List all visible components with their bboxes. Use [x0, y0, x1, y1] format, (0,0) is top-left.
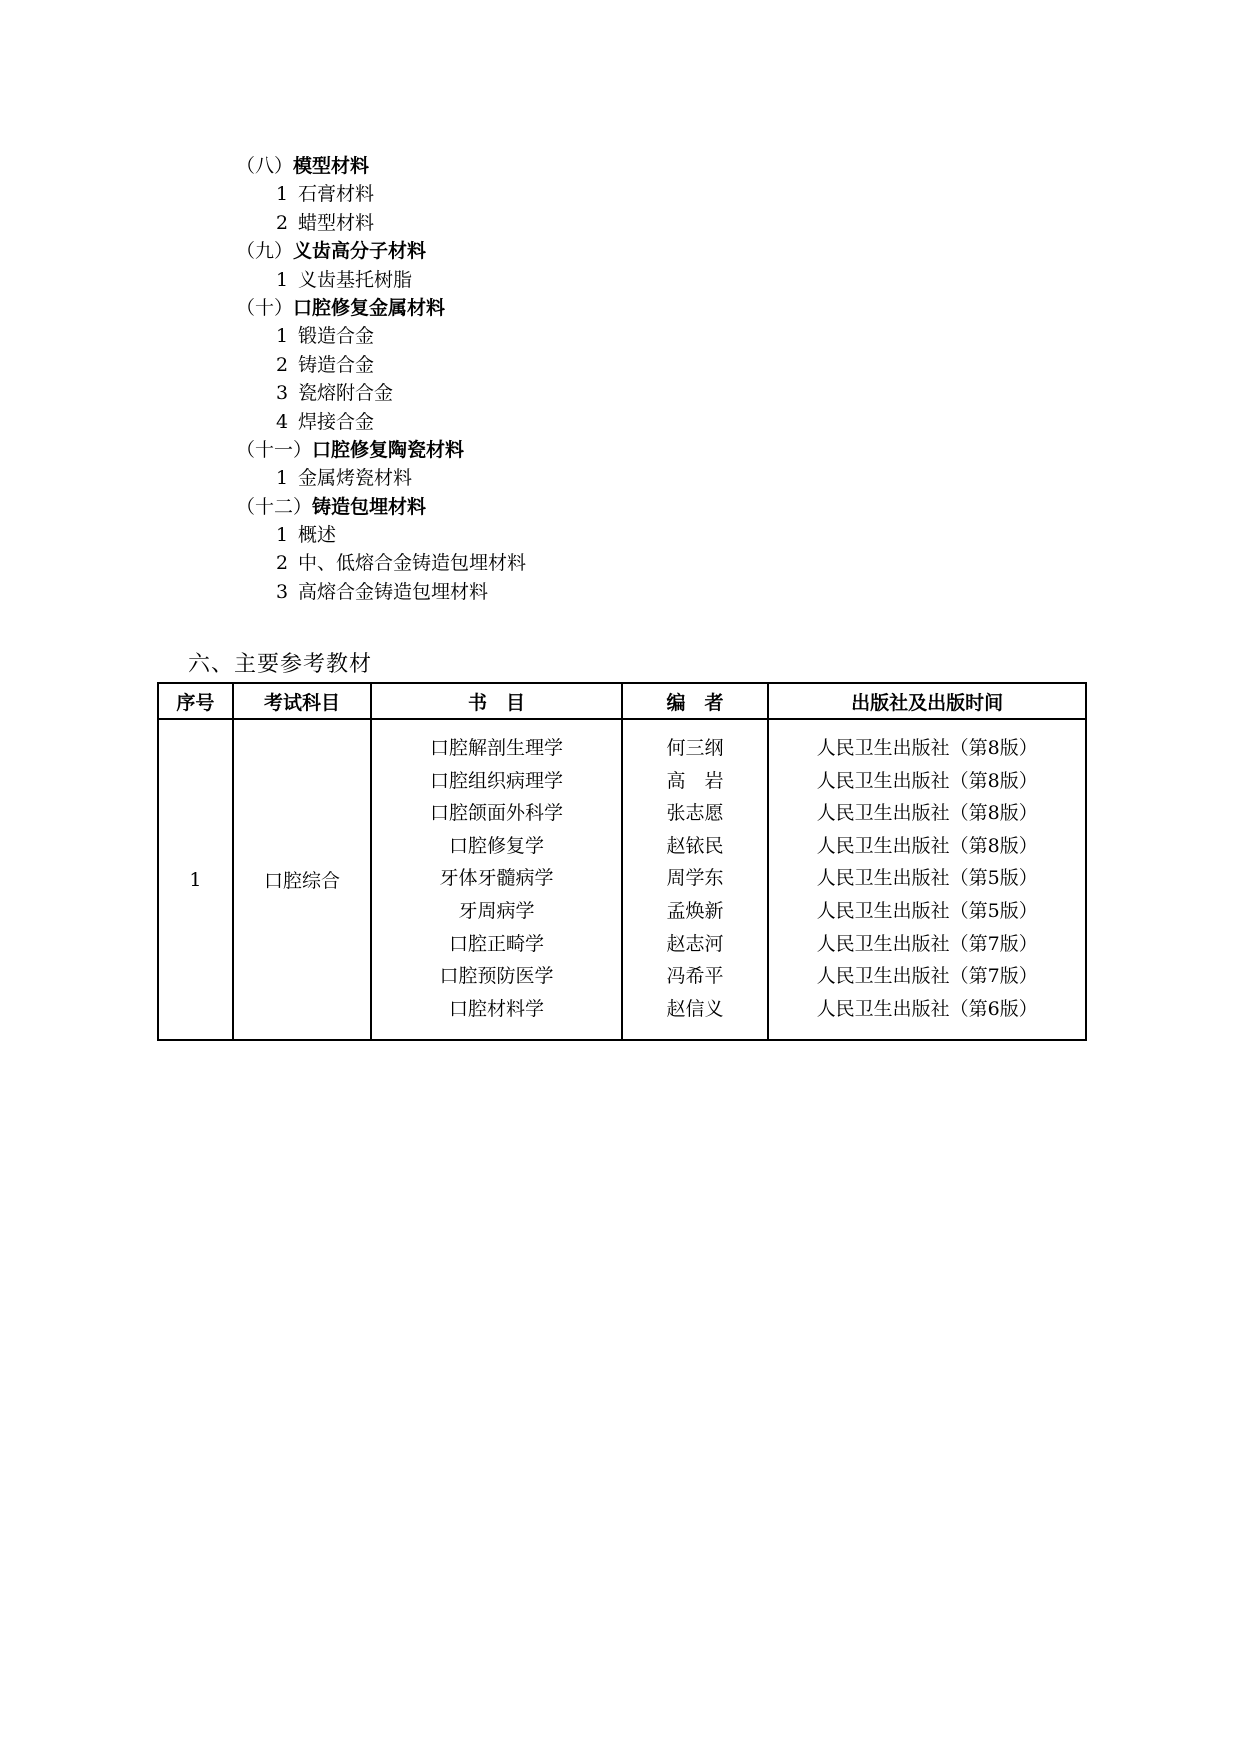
book-author: 孟焕新	[666, 899, 724, 922]
outline-item: 1 金属烤瓷材料	[276, 467, 413, 490]
book-title: 牙周病学	[458, 899, 535, 922]
book-publisher: 人民卫生出版社（第8版）	[816, 802, 1038, 825]
book-title-list	[371, 719, 622, 1040]
outline-heading: （九）义齿高分子材料	[236, 240, 427, 263]
book-author: 赵铱民	[666, 834, 724, 857]
book-title: 口腔组织病理学	[429, 769, 563, 792]
book-title: 牙体牙髓病学	[439, 867, 554, 890]
book-publisher: 人民卫生出版社（第5版）	[816, 867, 1038, 890]
book-author: 何三纲	[666, 737, 724, 759]
outline-heading: （十二）铸造包埋材料	[236, 495, 427, 518]
row-subject: 口腔综合	[233, 719, 371, 1040]
header-book-title: 书 目	[371, 683, 622, 719]
outline-item: 1 石膏材料	[276, 183, 375, 206]
outline-item: 2 铸造合金	[276, 353, 375, 376]
outline-item: 1 义齿基托树脂	[276, 268, 413, 291]
book-publisher: 人民卫生出版社（第8版）	[816, 769, 1038, 792]
book-publisher: 人民卫生出版社（第8版）	[816, 834, 1038, 857]
book-publisher: 人民卫生出版社（第7版）	[816, 932, 1038, 955]
book-author: 赵信义	[666, 997, 724, 1020]
book-publisher: 人民卫生出版社（第7版）	[816, 965, 1038, 988]
outline-heading: （十一）口腔修复陶瓷材料	[236, 438, 465, 461]
book-title: 口腔正畸学	[448, 932, 544, 955]
outline-item: 1 锻造合金	[276, 325, 375, 348]
book-author: 冯希平	[666, 965, 724, 988]
book-title: 口腔解剖生理学	[429, 737, 563, 759]
book-title: 口腔材料学	[448, 997, 544, 1020]
book-title: 口腔修复学	[448, 834, 544, 857]
header-subject: 考试科目	[233, 683, 371, 719]
row-index: 1	[158, 719, 233, 1040]
outline-item: 3 瓷熔附合金	[276, 382, 394, 405]
header-index: 序号	[158, 683, 233, 719]
publisher-list	[768, 719, 1086, 1040]
book-title: 口腔预防医学	[439, 965, 554, 988]
outline-item: 1 概述	[276, 524, 337, 547]
book-author: 周学东	[666, 867, 724, 890]
header-author: 编 者	[622, 683, 769, 719]
book-publisher: 人民卫生出版社（第8版）	[816, 737, 1038, 759]
outline-heading: （十）口腔修复金属材料	[236, 296, 446, 319]
book-author: 赵志河	[666, 932, 724, 955]
outline-item: 3 高熔合金铸造包埋材料	[276, 580, 489, 603]
author-list	[622, 719, 769, 1040]
header-publisher: 出版社及出版时间	[768, 683, 1086, 719]
book-publisher: 人民卫生出版社（第6版）	[816, 997, 1038, 1020]
outline-item: 2 蜡型材料	[276, 211, 375, 234]
table-row	[158, 719, 1086, 1040]
syllabus-outline	[236, 152, 936, 606]
book-author: 张志愿	[666, 802, 724, 825]
outline-heading: （八）模型材料	[236, 155, 370, 177]
book-title: 口腔颌面外科学	[429, 802, 563, 825]
book-publisher: 人民卫生出版社（第5版）	[816, 899, 1038, 922]
book-author: 高 岩	[666, 769, 724, 792]
section-title: 六、主要参考教材	[188, 652, 373, 677]
table-header-row	[158, 683, 1086, 719]
outline-item: 2 中、低熔合金铸造包埋材料	[276, 552, 527, 575]
outline-item: 4 焊接合金	[276, 410, 375, 433]
reference-textbook-table	[157, 682, 1087, 1041]
